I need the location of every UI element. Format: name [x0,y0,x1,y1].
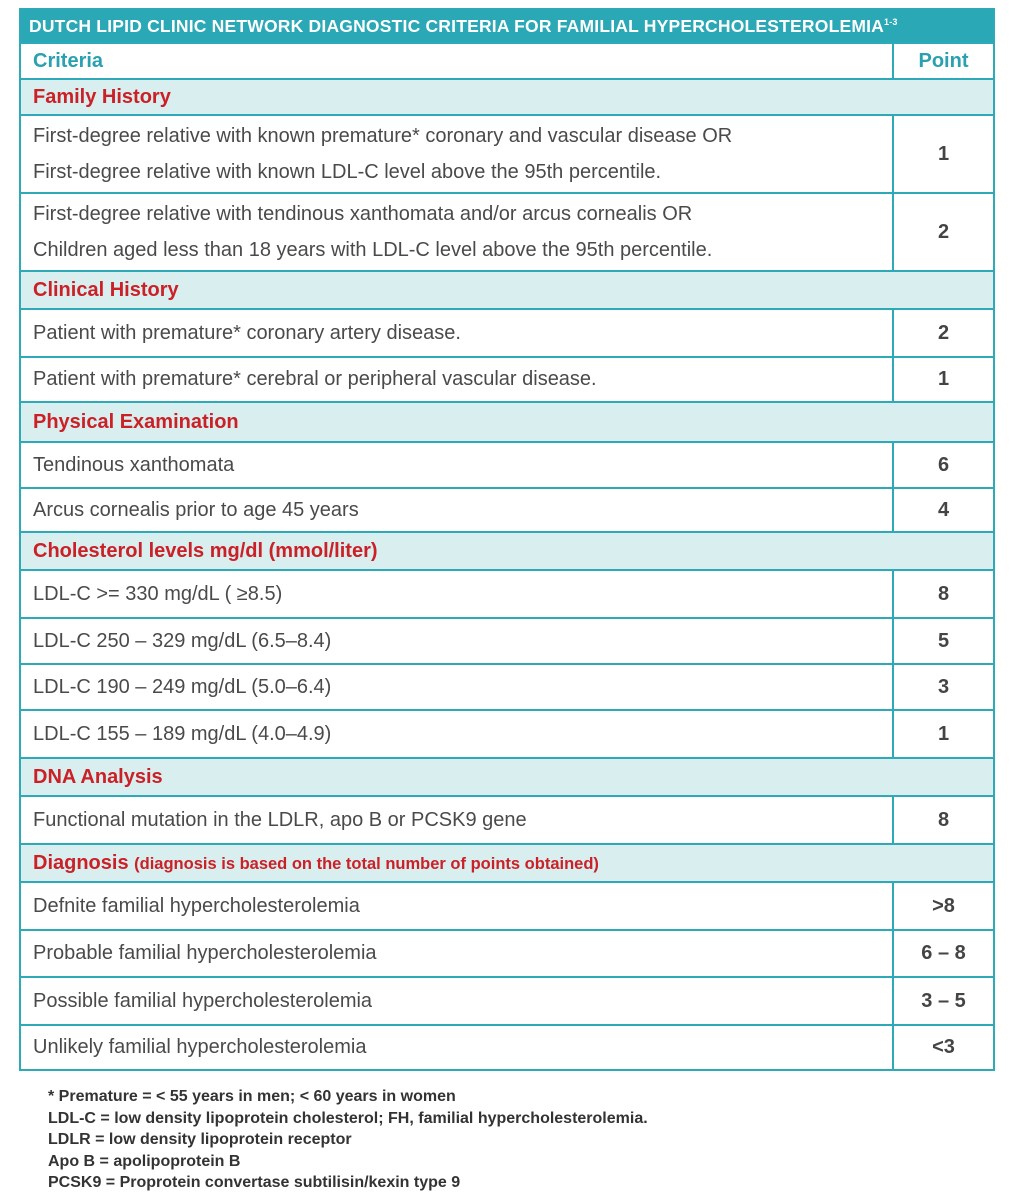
footnote: * Premature = < 55 years in men; < 60 years in women [48,1088,456,1105]
column-header-point: Point [893,43,994,79]
point-cell: 1 [893,710,994,758]
point-cell: 3 [893,664,994,710]
section-title: Clinical History [20,271,994,309]
criteria-cell: Patient with premature* cerebral or peripheral vascular disease. [20,357,893,402]
criteria-cell: First-degree relative with known premature* coronary and vascular disease OR First-degree relative with known LDL-C level above the 95th percentile. [20,115,893,193]
footnotes [48,1086,648,1194]
column-header-row [20,43,994,79]
section-title: Cholesterol levels mg/dl (mmol/liter) [20,532,994,570]
criteria-cell: Patient with premature* coronary artery disease. [20,309,893,357]
section-header-clinical-history [20,271,994,309]
point-cell: <3 [893,1025,994,1070]
criteria-table [19,8,995,1071]
point-cell: 6 – 8 [893,930,994,977]
criteria-cell: LDL-C 190 – 249 mg/dL (5.0–6.4) [20,664,893,710]
table-row [20,796,994,844]
table-row [20,882,994,930]
criteria-cell: Unlikely familial hypercholesterolemia [20,1025,893,1070]
section-header-cholesterol-levels [20,532,994,570]
column-header-criteria: Criteria [20,43,893,79]
section-header-family-history [20,79,994,115]
section-title: Family History [20,79,994,115]
table-row [20,115,994,193]
table-row [20,930,994,977]
section-title: DNA Analysis [20,758,994,796]
criteria-cell: Functional mutation in the LDLR, apo B or PCSK9 gene [20,796,893,844]
footnote: Apo B = apolipoprotein B [48,1152,241,1170]
section-header-physical-examination [20,402,994,442]
point-cell: 2 [893,193,994,271]
table-row [20,1025,994,1070]
point-cell: 1 [893,357,994,402]
criteria-cell: First-degree relative with tendinous xanthomata and/or arcus cornealis OR Children aged less than 18 years with LDL-C level above the 95th percentile. [20,193,893,271]
section-title: Diagnosis (diagnosis is based on the total number of points obtained) [20,844,994,882]
footnote: LDLR = low density lipoprotein receptor [48,1131,352,1148]
point-cell: 4 [893,488,994,532]
footnote: LDL-C = low density lipoprotein cholesterol; FH, familial hypercholesterolemia. [48,1109,648,1127]
table-row [20,977,994,1025]
criteria-cell: Probable familial hypercholesterolemia [20,930,893,977]
criteria-cell: LDL-C 250 – 329 mg/dL (6.5–8.4) [20,618,893,664]
diagnosis-note: (diagnosis is based on the total number of points obtained) [134,854,599,873]
criteria-cell: Arcus cornealis prior to age 45 years [20,488,893,532]
table-row [20,664,994,710]
table-row [20,488,994,532]
criteria-table-container [19,8,993,1071]
point-cell: 2 [893,309,994,357]
table-row [20,618,994,664]
table-row [20,442,994,488]
table-title: DUTCH LIPID CLINIC NETWORK DIAGNOSTIC CRITERIA FOR FAMILIAL HYPERCHOLESTEROLEMIA$^{1-3}$ [20,9,994,43]
table-row [20,357,994,402]
table-row [20,710,994,758]
table-title-row [20,9,994,43]
criteria-cell: Tendinous xanthomata [20,442,893,488]
criteria-cell: Possible familial hypercholesterolemia [20,977,893,1025]
criteria-cell: LDL-C 155 – 189 mg/dL (4.0–4.9) [20,710,893,758]
table-row [20,309,994,357]
section-header-diagnosis [20,844,994,882]
title-superscript: 1-3 [884,16,898,27]
point-cell: 6 [893,442,994,488]
point-cell: 3 – 5 [893,977,994,1025]
point-cell: 8 [893,570,994,618]
table-row [20,570,994,618]
point-cell: 5 [893,618,994,664]
table-row [20,193,994,271]
section-title: Physical Examination [20,402,994,442]
point-cell: >8 [893,882,994,930]
point-cell: 8 [893,796,994,844]
point-cell: 1 [893,115,994,193]
footnote: PCSK9 = Proprotein convertase subtilisin/kexin type 9 [48,1174,461,1191]
criteria-cell: Defnite familial hypercholesterolemia [20,882,893,930]
criteria-cell: LDL-C >= 330 mg/dL ( ≥8.5) [20,570,893,618]
section-header-dna-analysis [20,758,994,796]
